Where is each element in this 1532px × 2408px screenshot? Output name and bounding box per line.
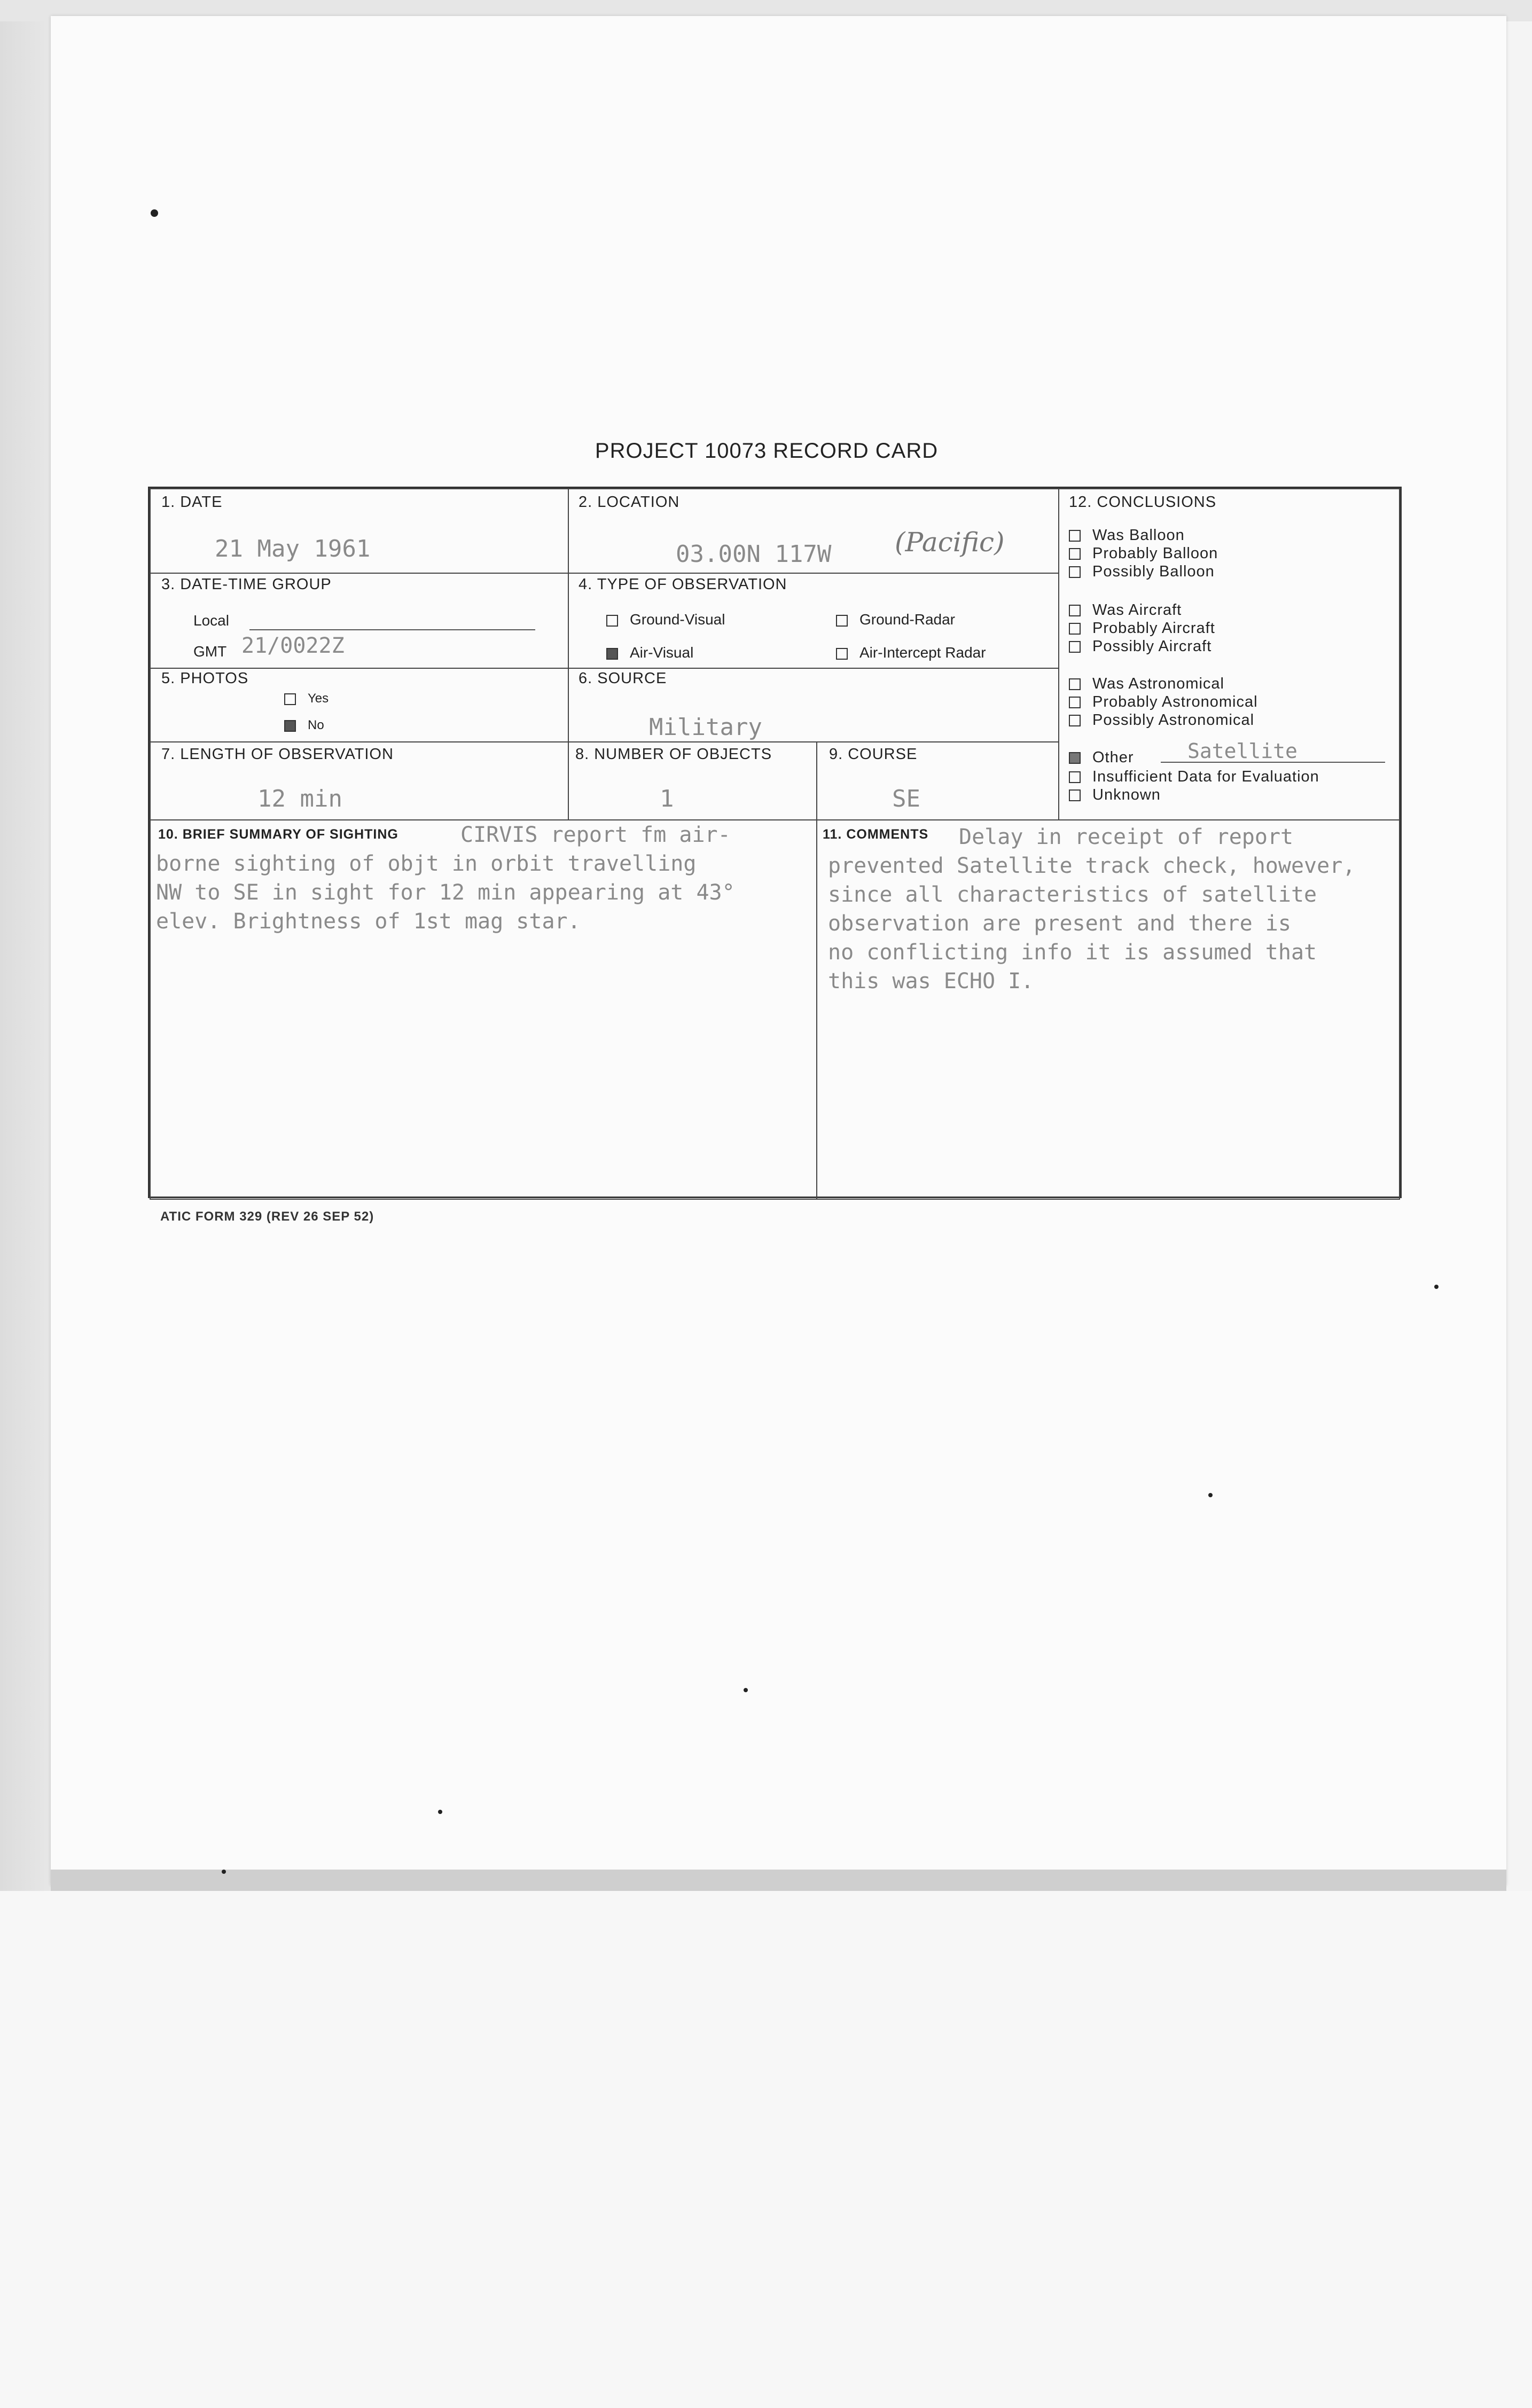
comments-line-6: this was ECHO I.	[828, 969, 1034, 994]
observation-type-label: 4. TYPE OF OBSERVATION	[579, 576, 787, 593]
local-label: Local	[193, 612, 229, 629]
source-label: 6. SOURCE	[579, 670, 667, 687]
conclusion-unknown: Unknown	[1069, 786, 1161, 804]
scan-background	[0, 1891, 1532, 2408]
local-line	[249, 629, 535, 630]
length-cell	[150, 741, 569, 820]
conclusion-possibly-balloon: Possibly Balloon	[1069, 563, 1215, 581]
checkbox	[284, 693, 296, 705]
conclusion-other: Other	[1069, 749, 1134, 767]
option-ground-radar: Ground-Radar	[836, 611, 955, 628]
comments-cell	[816, 819, 1400, 1200]
course-value: SE	[892, 785, 920, 812]
speck	[1434, 1285, 1439, 1289]
summary-line-2: borne sighting of objt in orbit travelling	[156, 851, 697, 876]
conclusion-was-aircraft: Was Aircraft	[1069, 601, 1182, 619]
date-value: 21 May 1961	[215, 535, 371, 562]
location-label: 2. LOCATION	[579, 494, 680, 511]
conclusions-label: 12. CONCLUSIONS	[1069, 494, 1217, 511]
checkbox	[606, 615, 618, 627]
summary-line-4: elev. Brightness of 1st mag star.	[156, 909, 581, 934]
conclusion-possibly-aircraft: Possibly Aircraft	[1069, 638, 1211, 655]
summary-cell	[150, 819, 817, 1200]
conclusion-insufficient-data: Insufficient Data for Evaluation	[1069, 768, 1319, 786]
photos-no: No	[284, 718, 324, 733]
checkbox-checked	[606, 648, 618, 660]
gmt-value: 21/0022Z	[241, 634, 345, 658]
location-value: 03.00N 117W	[676, 541, 832, 568]
checkbox-checked	[284, 720, 296, 732]
date-time-group-label: 3. DATE-TIME GROUP	[161, 576, 332, 593]
location-cell	[568, 488, 1059, 574]
date-label: 1. DATE	[161, 494, 223, 511]
comments-line-3: since all characteristics of satellite	[828, 882, 1317, 907]
conclusion-probably-balloon: Probably Balloon	[1069, 545, 1218, 562]
conclusion-possibly-astronomical: Possibly Astronomical	[1069, 712, 1254, 729]
course-label: 9. COURSE	[829, 746, 918, 763]
form-title: PROJECT 10073 RECORD CARD	[595, 439, 939, 463]
speck	[744, 1688, 748, 1692]
length-label: 7. LENGTH OF OBSERVATION	[161, 746, 394, 763]
comments-line-1: Delay in receipt of report	[959, 825, 1294, 849]
paper-shadow	[51, 1870, 1506, 1891]
comments-line-5: no conflicting info it is assumed that	[828, 940, 1317, 965]
speck	[151, 209, 158, 217]
number-of-objects-value: 1	[660, 785, 674, 812]
source-value: Military	[649, 714, 762, 741]
summary-line-3: NW to SE in sight for 12 min appearing at 43°	[156, 880, 735, 905]
speck	[222, 1870, 226, 1874]
photos-label: 5. PHOTOS	[161, 670, 249, 687]
conclusions-cell	[1058, 488, 1400, 820]
option-ground-visual: Ground-Visual	[606, 611, 725, 628]
number-of-objects-cell	[568, 741, 817, 820]
conclusion-was-balloon: Was Balloon	[1069, 527, 1185, 544]
date-cell	[150, 488, 569, 574]
checkbox	[836, 648, 848, 660]
speck	[1208, 1493, 1213, 1497]
location-annotation: (Pacific)	[895, 527, 1005, 558]
option-air-visual: Air-Visual	[606, 644, 693, 661]
observation-type-cell	[568, 573, 1059, 669]
checkbox	[836, 615, 848, 627]
number-of-objects-label: 8. NUMBER OF OBJECTS	[575, 746, 772, 763]
photos-cell	[150, 668, 569, 742]
record-card	[148, 487, 1402, 1198]
conclusion-probably-astronomical: Probably Astronomical	[1069, 693, 1258, 711]
source-cell	[568, 668, 1059, 742]
conclusion-probably-aircraft: Probably Aircraft	[1069, 620, 1215, 637]
gmt-label: GMT	[193, 643, 227, 660]
form-footer: ATIC FORM 329 (REV 26 SEP 52)	[160, 1209, 374, 1224]
comments-line-2: prevented Satellite track check, however,	[828, 854, 1356, 878]
comments-line-4: observation are present and there is	[828, 911, 1291, 936]
date-time-group-cell	[150, 573, 569, 669]
summary-line-1: CIRVIS report fm air-	[460, 823, 731, 847]
summary-label: 10. BRIEF SUMMARY OF SIGHTING	[158, 827, 398, 842]
conclusion-other-value: Satellite	[1187, 739, 1297, 763]
comments-label: 11. COMMENTS	[823, 827, 929, 842]
speck	[438, 1810, 442, 1814]
photos-yes: Yes	[284, 691, 329, 706]
conclusion-was-astronomical: Was Astronomical	[1069, 675, 1224, 693]
option-air-intercept-radar: Air-Intercept Radar	[836, 644, 986, 661]
course-cell	[816, 741, 1059, 820]
length-value: 12 min	[257, 785, 342, 812]
